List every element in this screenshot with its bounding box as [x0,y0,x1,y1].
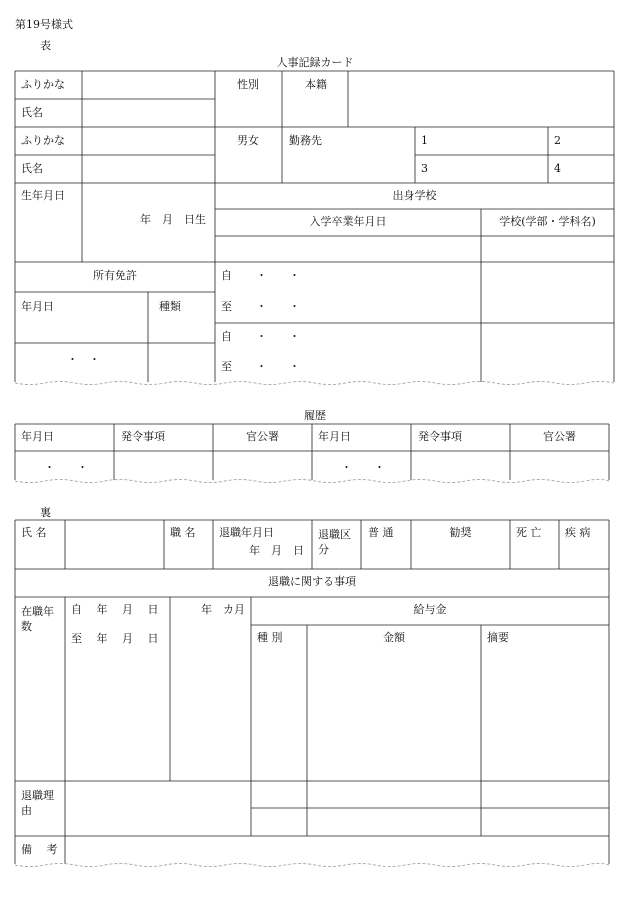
salary-header: 給与金 [413,603,447,616]
name-label: 氏名 [21,106,43,119]
period-from-label: 自 [221,330,232,343]
history-row-dots: ・ ・ [44,461,88,474]
category-recommended: 勧奨 [449,526,472,539]
amount-label: 金額 [383,631,405,644]
male-female-label: 男女 [237,134,259,147]
school-header: 出身学校 [392,189,437,202]
period-dots: ・ ・ [256,330,300,343]
front-label: 表 [40,39,51,52]
honseki-label: 本籍 [305,78,327,91]
remarks-label: 備 考 [21,843,58,856]
period-dots: ・ ・ [256,269,300,282]
birth-date-format: 年 月 日生 [140,213,206,226]
position-label: 職 名 [170,526,196,539]
workplace-slot: 2 [554,134,561,147]
workplace-slot: 1 [421,134,428,147]
retire-date-label: 退職年月日 [219,526,274,539]
retire-date-format: 年 月 日 [249,544,304,557]
history-col-header: 発令事項 [121,430,165,443]
category-illness: 疾 病 [565,526,591,539]
tenure-label: 在職年 数 [21,605,54,634]
tenure-years-months: 年 カ月 [201,603,245,616]
retire-category-label: 退職区 分 [318,528,351,557]
tenure-from: 自 年 月 日 [71,603,159,616]
school-dept-label: 学校(学部・学科名) [499,215,596,228]
period-dots: ・ ・ [256,360,300,373]
name-label: 氏名 [21,162,43,175]
workplace-slot: 4 [554,162,561,175]
history-col-header: 官公署 [246,430,279,443]
back-name-label: 氏 名 [21,526,47,539]
license-date-label: 年月日 [21,300,54,313]
enroll-grad-label: 入学卒業年月日 [309,215,387,228]
history-col-header: 年月日 [21,430,54,443]
period-to-label: 至 [221,360,232,373]
period-from-label: 自 [221,269,232,282]
license-header: 所有免許 [93,269,137,282]
sex-label: 性別 [237,78,259,91]
category-death: 死 亡 [516,526,542,539]
period-to-label: 至 [221,300,232,313]
back-label: 裏 [40,506,51,519]
card-title: 人事記録カード [276,56,354,69]
workplace-label: 勤務先 [289,134,322,147]
period-dots: ・ ・ [256,300,300,313]
history-title: 履歴 [304,409,326,422]
salary-type-label: 種 別 [257,631,283,644]
history-row-dots: ・ ・ [341,461,385,474]
history-col-header: 年月日 [318,430,351,443]
license-type-label: 種類 [159,300,181,313]
retire-matters-header: 退職に関する事項 [268,575,356,588]
furigana-label: ふりかな [21,134,65,147]
furigana-label: ふりかな [21,78,65,91]
retire-reason-label: 退職理 由 [21,789,54,818]
history-col-header: 官公署 [543,430,576,443]
license-date-dots: ・ ・ [67,353,100,366]
tenure-to: 至 年 月 日 [71,632,159,645]
summary-label: 摘要 [487,631,509,644]
form-number: 第19号様式 [15,18,73,31]
workplace-slot: 3 [421,162,428,175]
category-normal: 普 通 [368,526,394,539]
birth-date-label: 生年月日 [21,189,65,202]
history-col-header: 発令事項 [418,430,462,443]
